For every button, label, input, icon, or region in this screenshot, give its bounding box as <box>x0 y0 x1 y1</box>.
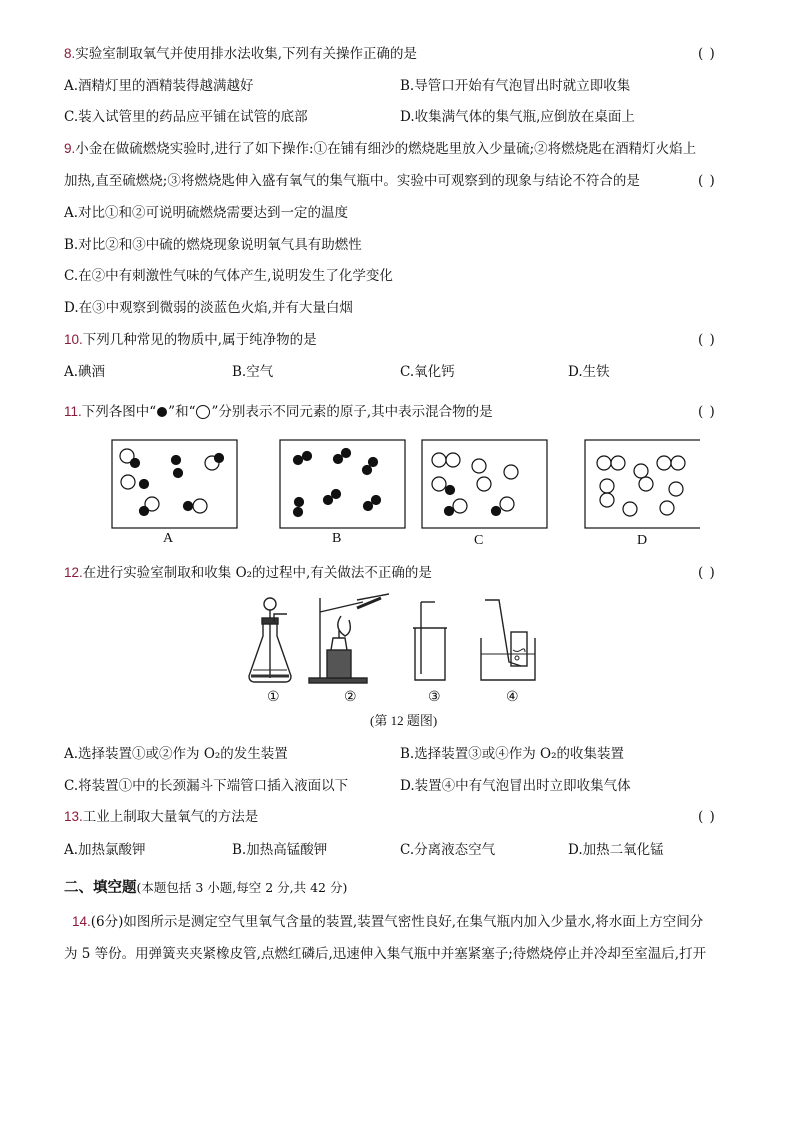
q9-option-c: C.在②中有刺激性气味的气体产生,说明发生了化学变化 <box>64 268 393 284</box>
q8-option-b: B.导管口开始有气泡冒出时就立即收集 <box>400 78 631 94</box>
q11-particle-diagrams <box>100 434 700 552</box>
q9-answer-blank: ( ) <box>698 173 716 189</box>
section-2-heading: 二、填空题(本题包括 3 小题,每空 2 分,共 42 分) <box>64 880 348 896</box>
q11-answer-blank: ( ) <box>698 404 716 420</box>
q9-option-a: A.对比①和②可说明硫燃烧需要达到一定的温度 <box>64 205 349 221</box>
q13-option-c: C.分离液态空气 <box>400 842 496 858</box>
diagram-b <box>280 440 405 528</box>
diagram-c <box>422 440 547 528</box>
hollow-atom-icon <box>196 405 210 419</box>
q8-option-d: D.收集满气体的集气瓶,应倒放在桌面上 <box>400 109 635 125</box>
q10-answer-blank: ( ) <box>698 332 716 348</box>
q12-option-a: A.选择装置①或②作为 O₂的发生装置 <box>64 746 288 762</box>
q12-option-b: B.选择装置③或④作为 O₂的收集装置 <box>400 746 624 762</box>
q13-option-d: D.加热二氧化锰 <box>568 842 664 858</box>
q13-answer-blank: ( ) <box>698 809 716 825</box>
q12-option-c: C.将装置①中的长颈漏斗下端管口插入液面以下 <box>64 778 349 794</box>
apparatus-4 <box>481 600 535 680</box>
q10-stem: 10.下列几种常见的物质中,属于纯净物的是 <box>64 332 317 348</box>
apparatus-2 <box>309 594 389 683</box>
q9-stem-line2: 加热,直至硫燃烧;③将燃烧匙伸入盛有氧气的集气瓶中。实验中可观察到的现象与结论不符合的是 <box>64 173 640 189</box>
diagram-label-c: C <box>474 533 484 548</box>
q12-stem: 12.在进行实验室制取和收集 O₂的过程中,有关做法不正确的是 <box>64 565 432 581</box>
q8-option-a: A.酒精灯里的酒精装得越满越好 <box>64 78 254 94</box>
diagram-a <box>112 440 237 528</box>
q14-stem-line2: 为 5 等份。用弹簧夹夹紧橡皮管,点燃红磷后,迅速伸入集气瓶中并塞紧塞子;待燃烧停止并冷却至室温后,打开 <box>64 946 707 962</box>
q12-apparatus-figure <box>245 592 555 690</box>
q13-option-b: B.加热高锰酸钾 <box>232 842 328 858</box>
q13-option-a: A.加热氯酸钾 <box>64 842 146 858</box>
q10-option-c: C.氧化钙 <box>400 364 455 380</box>
apparatus-1 <box>249 598 291 682</box>
diagram-label-a: A <box>163 531 174 546</box>
q8-stem: 8.实验室制取氧气并使用排水法收集,下列有关操作正确的是 <box>64 46 418 62</box>
apparatus-3 <box>413 602 447 680</box>
diagram-label-d: D <box>637 533 648 548</box>
q9-option-b: B.对比②和③中硫的燃烧现象说明氧气具有助燃性 <box>64 237 362 253</box>
apparatus-label-1: ① <box>267 690 280 705</box>
q10-option-b: B.空气 <box>232 364 274 380</box>
filled-atom-icon <box>157 407 167 417</box>
q10-option-d: D.生铁 <box>568 364 610 380</box>
q13-stem: 13.工业上制取大量氧气的方法是 <box>64 809 259 825</box>
apparatus-label-2: ② <box>344 690 357 705</box>
q8-option-c: C.装入试管里的药品应平铺在试管的底部 <box>64 109 308 125</box>
q10-option-a: A.碘酒 <box>64 364 106 380</box>
diagram-label-b: B <box>332 531 342 546</box>
q12-option-d: D.装置④中有气泡冒出时立即收集气体 <box>400 778 631 794</box>
apparatus-label-4: ④ <box>506 690 519 705</box>
q14-stem-line1: 14.(6分)如图所示是测定空气里氧气含量的装置,装置气密性良好,在集气瓶内加入少量水,将水面上方空间分 <box>72 914 704 930</box>
diagram-d <box>585 440 700 528</box>
q8-answer-blank: ( ) <box>698 46 716 62</box>
q12-figure-caption: (第 12 题图) <box>370 713 438 728</box>
q12-answer-blank: ( ) <box>698 565 716 581</box>
q9-stem-line1: 9.小金在做硫燃烧实验时,进行了如下操作:①在铺有细沙的燃烧匙里放入少量硫;②将燃烧匙在酒精灯火焰上 <box>64 141 697 157</box>
q9-option-d: D.在③中观察到微弱的淡蓝色火焰,并有大量白烟 <box>64 300 353 316</box>
q11-stem: 11.下列各图中“ ”和“ ”分别表示不同元素的原子,其中表示混合物的是 <box>64 404 493 420</box>
apparatus-label-3: ③ <box>428 690 441 705</box>
